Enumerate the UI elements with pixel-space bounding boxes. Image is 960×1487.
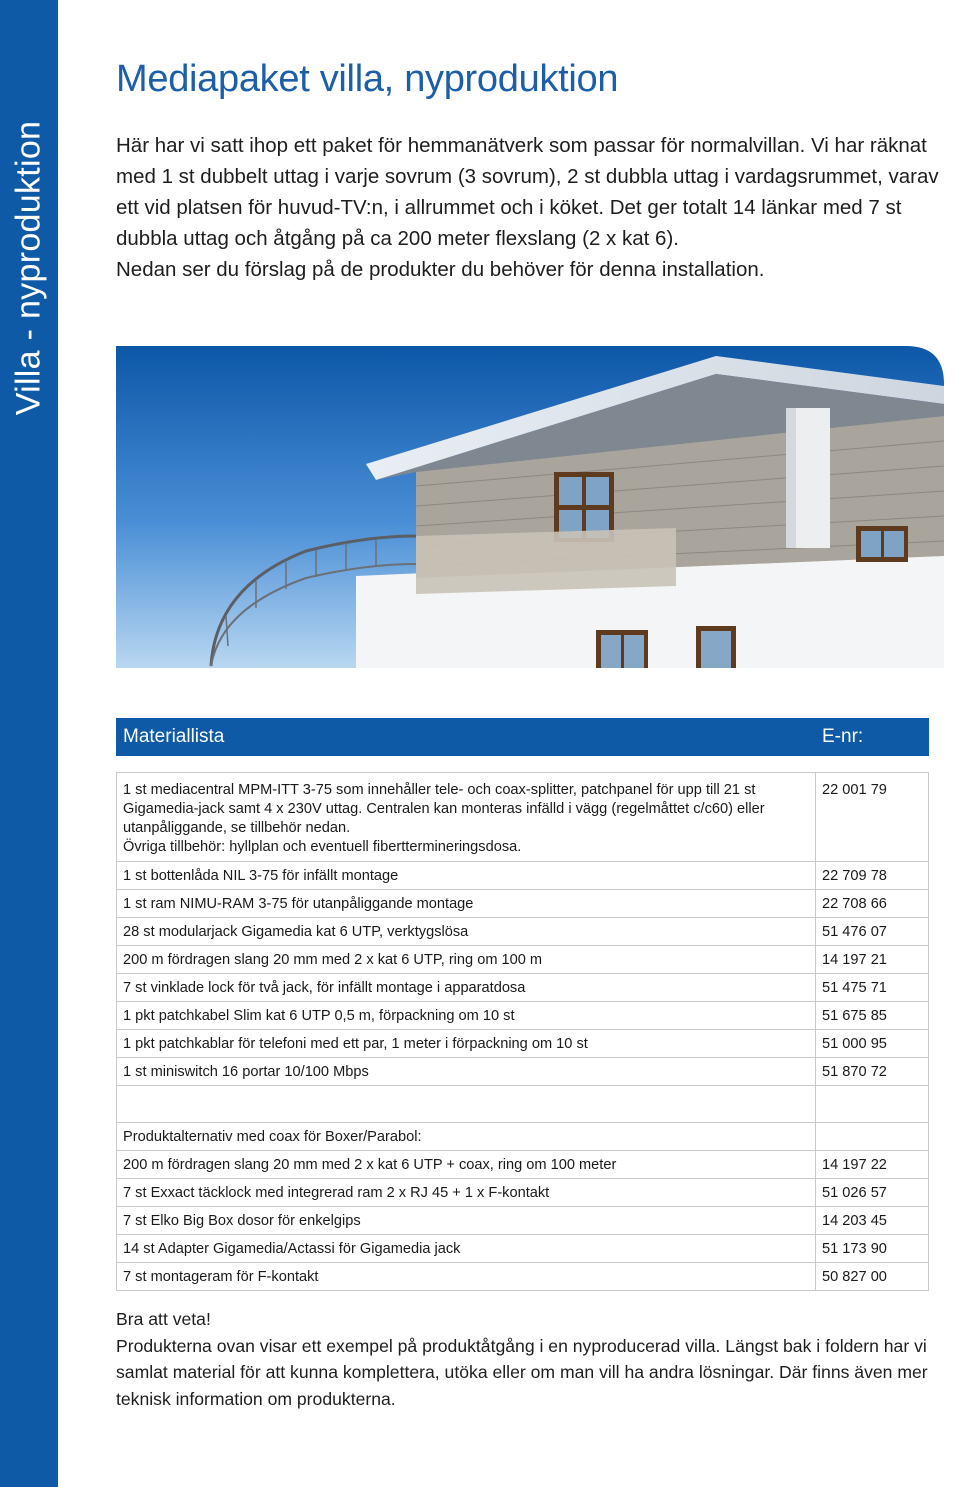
main-item-enr: 22 001 79 xyxy=(816,773,929,862)
alt-item-desc: 7 st montageram för F-kontakt xyxy=(117,1263,816,1291)
item-desc: 1 st miniswitch 16 portar 10/100 Mbps xyxy=(117,1058,816,1086)
table-row xyxy=(117,974,929,1002)
alt-item-enr: 14 197 22 xyxy=(816,1151,929,1179)
table-row xyxy=(117,1002,929,1030)
item-enr: 22 708 66 xyxy=(816,890,929,918)
table-row xyxy=(117,773,929,862)
item-enr: 51 675 85 xyxy=(816,1002,929,1030)
table-row xyxy=(117,1030,929,1058)
note-text: Produkterna ovan visar ett exempel på produktåtgång i en nyproducerad villa. Längst bak i foldern har vi samlat material för att kunna komplettera, utöka eller om man vill ha andra lösningar. Där finns även mer teknisk information om produkterna. xyxy=(116,1335,928,1409)
sidebar-band xyxy=(0,0,58,1487)
alt-item-desc: 7 st Exxact täcklock med integrerad ram 2 x RJ 45 + 1 x F-kontakt xyxy=(117,1179,816,1207)
table-row xyxy=(117,1151,929,1179)
table-row xyxy=(117,1058,929,1086)
page-title: Mediapaket villa, nyproduktion xyxy=(116,58,619,100)
main-item-desc: 1 st mediacentral MPM-ITT 3-75 som innehåller tele- och coax-splitter, patchpanel för upp till 21 st Gigamedia-jack samt 4 x 230V uttag. Centralen kan monteras infälld i vägg (regelmåttet c/c60) eller utanpåliggande, se tillbehör nedan. xyxy=(123,782,765,836)
item-enr: 51 476 07 xyxy=(816,918,929,946)
item-desc: 1 pkt patchkablar för telefoni med ett par, 1 meter i förpackning om 10 st xyxy=(117,1030,816,1058)
item-desc: 1 st ram NIMU-RAM 3-75 för utanpåliggande montage xyxy=(117,890,816,918)
note-heading: Bra att veta! xyxy=(116,1309,211,1329)
alt-item-enr: 14 203 45 xyxy=(816,1207,929,1235)
item-desc: 28 st modularjack Gigamedia kat 6 UTP, verktygslösa xyxy=(117,918,816,946)
table-row xyxy=(117,1179,929,1207)
item-enr: 14 197 21 xyxy=(816,946,929,974)
material-table xyxy=(116,718,929,1291)
alt-item-desc: 14 st Adapter Gigamedia/Actassi för Gigamedia jack xyxy=(117,1235,816,1263)
item-desc: 1 st bottenlåda NIL 3-75 för infällt montage xyxy=(117,862,816,890)
material-header-row xyxy=(117,719,929,756)
note-section xyxy=(116,1306,952,1412)
main-item-cell xyxy=(117,773,816,862)
table-row xyxy=(117,946,929,974)
table-row xyxy=(117,1263,929,1291)
item-enr: 51 000 95 xyxy=(816,1030,929,1058)
table-row xyxy=(117,890,929,918)
material-header-enr: E-nr: xyxy=(816,719,929,756)
table-row-empty xyxy=(117,1086,929,1123)
item-desc: 1 pkt patchkabel Slim kat 6 UTP 0,5 m, förpackning om 10 st xyxy=(117,1002,816,1030)
material-header-label: Materiallista xyxy=(117,719,816,756)
sidebar-label: Villa - nyproduktion xyxy=(9,120,48,416)
alt-item-desc: 7 st Elko Big Box dosor för enkelgips xyxy=(117,1207,816,1235)
alt-header: Produktalternativ med coax för Boxer/Parabol: xyxy=(117,1123,816,1151)
alt-item-enr: 51 026 57 xyxy=(816,1179,929,1207)
alt-item-enr: 51 173 90 xyxy=(816,1235,929,1263)
table-row xyxy=(117,1207,929,1235)
table-row xyxy=(117,862,929,890)
table-row xyxy=(117,1235,929,1263)
intro-paragraph-2: Nedan ser du förslag på de produkter du behöver för denna installation. xyxy=(116,258,765,281)
intro-paragraph: Här har vi satt ihop ett paket för hemmanätverk som passar för normalvillan. Vi har räknat med 1 st dubbelt uttag i varje sovrum (3 sovrum), 2 st dubbla uttag i vardagsrummet, varav ett vid platsen för huvud-TV:n, i allrummet och i köket. Det ger totalt 14 länkar med 7 st dubbla uttag och åtgång på ca 200 meter flexslang (2 x kat 6). xyxy=(116,134,939,250)
intro-text xyxy=(116,130,944,285)
alt-item-enr: 50 827 00 xyxy=(816,1263,929,1291)
item-desc: 7 st vinklade lock för två jack, för infällt montage i apparatdosa xyxy=(117,974,816,1002)
alt-header-row xyxy=(117,1123,929,1151)
table-row xyxy=(117,918,929,946)
main-item-extra: Övriga tillbehör: hyllplan och eventuell fiberttermineringsdosa. xyxy=(123,839,522,855)
item-enr: 22 709 78 xyxy=(816,862,929,890)
item-enr: 51 870 72 xyxy=(816,1058,929,1086)
house-photo xyxy=(116,346,944,668)
alt-item-desc: 200 m fördragen slang 20 mm med 2 x kat 6 UTP + coax, ring om 100 meter xyxy=(117,1151,816,1179)
item-desc: 200 m fördragen slang 20 mm med 2 x kat 6 UTP, ring om 100 m xyxy=(117,946,816,974)
item-enr: 51 475 71 xyxy=(816,974,929,1002)
